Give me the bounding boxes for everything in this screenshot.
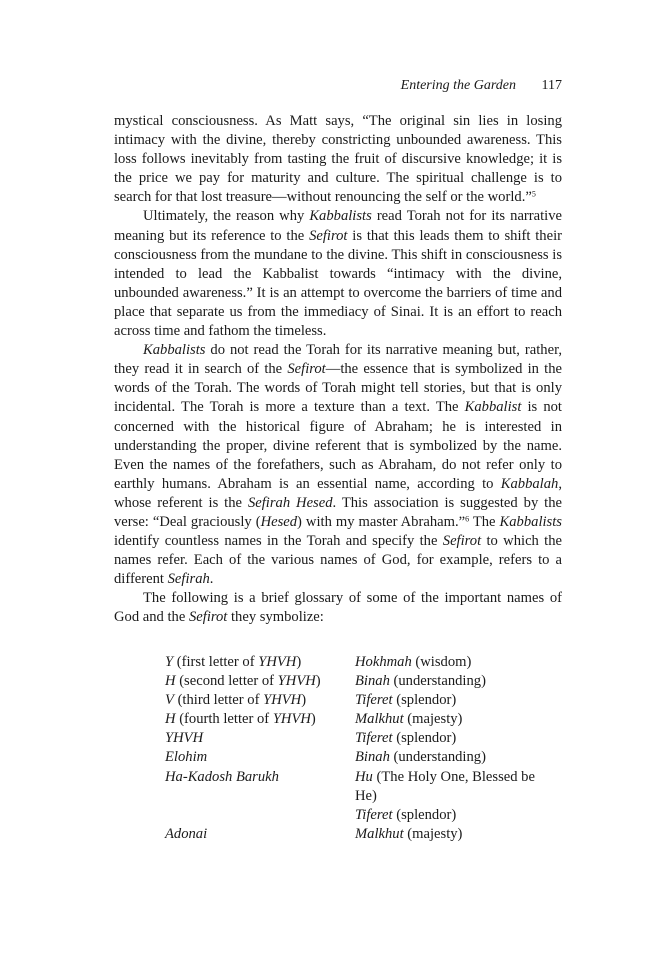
sefirah-entry: [355, 672, 555, 691]
text-run: (wisdom): [411, 654, 472, 670]
italic-text: Ha-Kadosh Barukh: [165, 768, 279, 785]
text-run: (third letter of: [173, 692, 264, 709]
italic-text: Sefirot: [442, 533, 482, 550]
glossary-row: [165, 710, 565, 729]
text-run: read Torah not for its narrative meaning but its reference to the: [114, 208, 562, 244]
divine-name: [165, 825, 355, 844]
text-run: , whose referent is the: [114, 475, 562, 511]
text-run: (understanding): [389, 749, 486, 766]
sefirah-entry: [355, 748, 555, 767]
glossary-row: [165, 729, 565, 748]
glossary-row: [165, 691, 565, 710]
text-run: (splendor): [392, 806, 457, 823]
glossary-table: [165, 653, 565, 844]
glossary-row: [165, 672, 565, 691]
paragraph: [114, 207, 562, 341]
text-run: is not concerned with the historical figure of Abraham; he is interested in understanding the proper, divine referent that is symbolized by the name. Even the names of the forefathers, such as Abraham, do not refer only to earthly humans. Abraham is an essential name, according to: [114, 399, 562, 492]
italic-text: YHVH: [165, 730, 204, 747]
italic-text: Kabbalists: [143, 342, 206, 359]
glossary-row: [165, 825, 565, 844]
italic-text: YHVH: [263, 692, 302, 709]
text-run: to which the names refer. Each of the various names of God, for example, refers to a different: [114, 533, 563, 588]
text-run: (second letter of: [175, 673, 278, 690]
italic-text: Binah: [355, 673, 390, 690]
footnote-ref: 5: [531, 189, 536, 199]
sefirah-entry: [355, 691, 555, 710]
text-run: mystical consciousness. As Matt says, “The original sin lies in losing intimacy with the divine, thereby constricting unbounded awareness. This loss follows inevitably from tasting the fruit of discursive knowledge; it is the price we pay for maturity and culture. The spiritual challenge is to search for that lost treasure—without renouncing the self or the world.”: [114, 113, 562, 206]
italic-text: Tiferet: [355, 692, 393, 709]
italic-text: H: [165, 711, 176, 728]
italic-text: Elohim: [165, 749, 208, 766]
italic-text: Sefirah Hesed: [247, 494, 333, 511]
glossary-row: [165, 768, 565, 806]
text-run: Ultimately, the reason why: [143, 208, 310, 225]
italic-text: Hesed: [260, 513, 298, 530]
italic-text: YHVH: [258, 654, 297, 670]
italic-text: Sefirot: [287, 361, 326, 378]
italic-text: Sefirah: [167, 571, 210, 588]
divine-name: [165, 729, 355, 748]
text-run: (understanding): [389, 673, 486, 690]
text-run: ): [296, 654, 302, 670]
divine-name: [165, 748, 355, 767]
text-run: The: [469, 513, 500, 530]
running-head: [114, 77, 562, 95]
running-head-title: Entering the Garden: [400, 78, 517, 93]
sefirah-entry: [355, 710, 555, 729]
italic-text: Tiferet: [355, 730, 393, 747]
italic-text: Hokhmah: [355, 654, 412, 670]
glossary-row: [165, 748, 565, 767]
italic-text: Sefirot: [188, 609, 228, 626]
text-run: identify countless names in the Torah and specify the: [114, 533, 443, 550]
italic-text: V: [165, 692, 174, 709]
text-run: (first letter of: [173, 654, 259, 670]
italic-text: Kabbalists: [499, 513, 562, 530]
text-run: they symbolize:: [227, 609, 324, 626]
italic-text: Kabbalists: [309, 208, 372, 225]
text-run: (fourth letter of: [175, 711, 273, 728]
italic-text: Kabbalah: [500, 475, 559, 492]
sefirah-entry: [355, 653, 555, 672]
italic-text: Y: [165, 654, 174, 670]
divine-name: [165, 672, 355, 691]
text-run: do not read the Torah for its narrative meaning but, rather, they read it in search of the: [114, 342, 562, 378]
italic-text: Sefirot: [309, 227, 348, 244]
italic-text: Malkhut: [355, 825, 404, 842]
divine-name: [165, 768, 355, 806]
text-run: ): [310, 711, 316, 728]
divine-name: [165, 691, 355, 710]
sefirah-entry: [355, 806, 555, 825]
italic-text: Binah: [355, 749, 390, 766]
sefirah-entry: [355, 729, 555, 748]
divine-name: [165, 653, 355, 672]
page-number: 117: [541, 78, 562, 93]
text-run: (splendor): [392, 730, 457, 747]
text-run: . This association is suggested by the verse: “Deal graciously (: [114, 494, 562, 530]
text-run: .: [209, 571, 214, 588]
text-run: (majesty): [403, 825, 463, 842]
text-run: (majesty): [403, 711, 463, 728]
italic-text: Malkhut: [355, 711, 404, 728]
divine-name: [165, 710, 355, 729]
sefirah-entry: [355, 825, 555, 844]
italic-text: Adonai: [165, 825, 208, 842]
text-run: ): [315, 673, 321, 690]
body-text: [114, 112, 562, 628]
italic-text: YHVH: [272, 711, 311, 728]
italic-text: H: [165, 673, 176, 690]
italic-text: Hu: [355, 768, 373, 785]
italic-text: Tiferet: [355, 806, 393, 823]
text-run: —the essence that is symbolized in the words of the Torah. The words of Torah might tell stories, but that is only incidental. The Torah is more a texture than a text. The: [114, 361, 562, 416]
paragraph: [114, 341, 562, 589]
text-run: (The Holy One, Blessed be He): [355, 768, 535, 804]
sefirah-entry: [355, 768, 555, 806]
text-run: ) with my master Abraham.”: [297, 513, 466, 530]
text-run: The following is a brief glossary of some of the important names of God and the: [114, 590, 562, 626]
paragraph: [114, 589, 562, 627]
paragraph: [114, 112, 562, 207]
footnote-ref: 6: [465, 514, 470, 524]
divine-name: [165, 806, 355, 825]
glossary-row: [165, 653, 565, 672]
text-run: ): [301, 692, 307, 709]
text-run: (splendor): [392, 692, 457, 709]
italic-text: YHVH: [277, 673, 316, 690]
glossary-row: [165, 806, 565, 825]
text-run: is that this leads them to shift their consciousness from the mundane to the divine. This shift in consciousness is intended to lead the Kabbalist towards “intimacy with the divine, unbounded awareness.” It is an attempt to overcome the barriers of time and place that separate us from the immediacy of Sinai. It is an effort to reach across time and fathom the timeless.: [114, 227, 562, 340]
italic-text: Kabbalist: [464, 399, 522, 416]
